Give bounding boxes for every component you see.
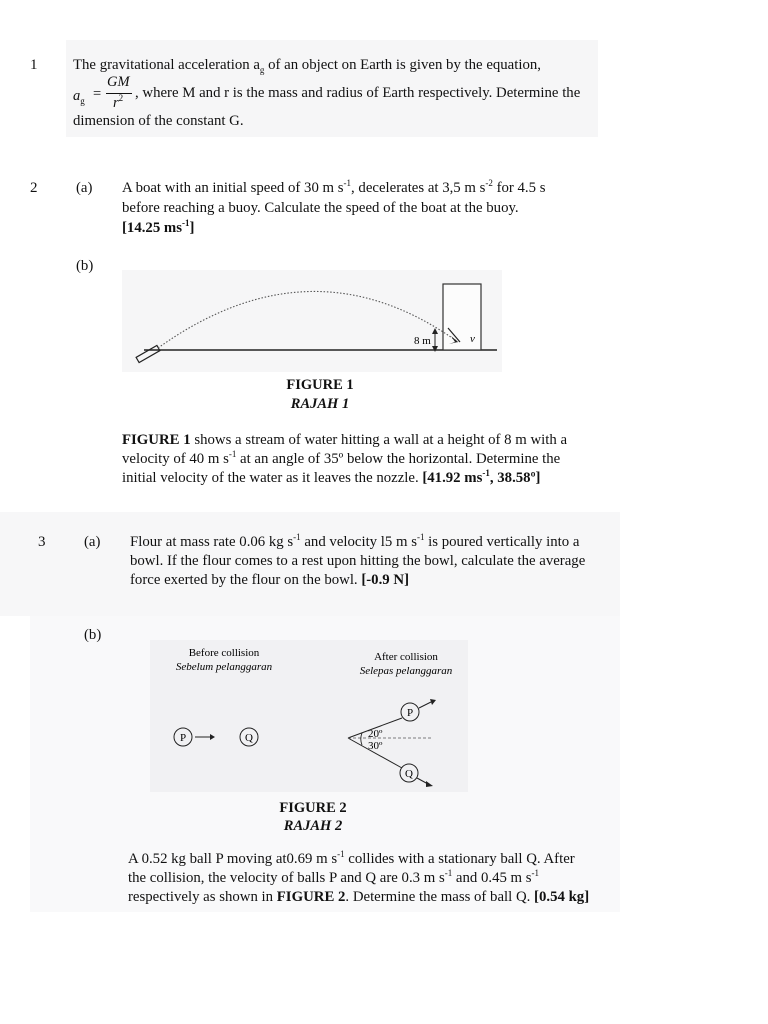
- question-3a-line-1: Flour at mass rate 0.06 kg $s^{-1}$ and velocity l5 m $s^{-1}$ is poured vertically into a: [130, 532, 580, 550]
- before-collision-label: Before collision: [188, 647, 260, 659]
- question-2-number: 2: [30, 180, 38, 196]
- question-3a-line-3: force exerted by the flour on the bowl. [-0.9 N]: [130, 572, 409, 588]
- height-label: 8 m: [414, 335, 431, 347]
- figure-1-caption-malay: RAJAH 1: [290, 396, 350, 412]
- svg-text:P: P: [406, 707, 414, 719]
- question-3b-line-2: the collision, the velocity of balls P and Q are 0.3 m $s^{-1}$ and 0.45 m $s^{-1}$: [128, 868, 540, 886]
- svg-text:Q: Q: [405, 768, 413, 780]
- svg-text:P: P: [179, 732, 187, 744]
- velocity-label: v: [470, 333, 475, 345]
- after-collision-label-malay: Selepas pelanggaran: [359, 665, 453, 677]
- equation-numerator: GM: [107, 74, 130, 90]
- after-collision-label: After collision: [374, 651, 438, 663]
- svg-text:Q: Q: [245, 732, 253, 744]
- question-1-line-3: dimension of the constant G.: [73, 113, 244, 129]
- angle-30-label: 30º: [368, 740, 383, 752]
- equation-ag: $a_g$ = GM $r^2$: [73, 74, 153, 114]
- figure-2-diagram: [150, 640, 468, 792]
- question-2a-answer: [14.25 $ms^{-1}$]: [122, 218, 195, 236]
- figure-1-caption: FIGURE 1: [286, 377, 354, 393]
- question-2b-label: (b): [76, 258, 94, 274]
- question-2b-line-2: velocity of 40 m $s^{-1}$ at an angle of 35º below the horizontal. Determine the: [122, 449, 561, 467]
- figure-1-diagram: [122, 270, 502, 372]
- question-2a-line-2: before reaching a buoy. Calculate the speed of the boat at the buoy.: [122, 200, 519, 216]
- question-3a-line-2: bowl. If the flour comes to a rest upon hitting the bowl, calculate the average: [130, 553, 586, 569]
- figure-2-caption-malay: RAJAH 2: [283, 818, 343, 834]
- wall: [443, 284, 481, 350]
- question-1-number: 1: [30, 57, 38, 73]
- before-collision-label-malay: Sebelum pelanggaran: [175, 661, 273, 673]
- equation-denominator: $r^2$: [113, 93, 124, 111]
- question-2a-line-1: A boat with an initial speed of 30 m $s^{-1}$, decelerates at 3,5 m $s^{-2}$ for 4.5 s: [122, 178, 546, 196]
- question-1-line-2: , where M and r is the mass and radius of Earth respectively. Determine the: [135, 85, 581, 101]
- question-2b-line-3: initial velocity of the water as it leaves the nozzle. [41.92 $ms^{-1}$, 38.58º]: [122, 468, 541, 486]
- figure-2-caption: FIGURE 2: [279, 800, 347, 816]
- question-2b-line-1: FIGURE 1 shows a stream of water hitting a wall at a height of 8 m with a: [122, 432, 568, 448]
- question-3b-line-3: respectively as shown in FIGURE 2. Determine the mass of ball Q. [0.54 kg]: [128, 889, 590, 905]
- question-3-number: 3: [38, 534, 46, 550]
- angle-20-label: 20º: [368, 728, 383, 740]
- question-2a-label: (a): [76, 180, 93, 196]
- question-3a-label: (a): [84, 534, 101, 550]
- question-3b-label: (b): [84, 627, 102, 643]
- question-3b-line-1: A 0.52 kg ball P moving at0.69 m $s^{-1}$ collides with a stationary ball Q. After: [128, 849, 575, 867]
- question-1-line-1: The gravitational acceleration $a_g$ of an object on Earth is given by the equation,: [73, 57, 541, 75]
